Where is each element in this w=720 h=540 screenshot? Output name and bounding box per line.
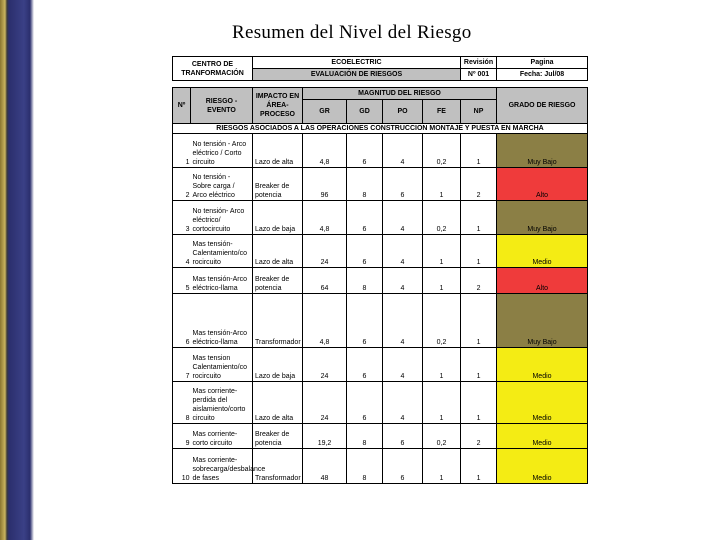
decorative-left-bar (0, 0, 34, 540)
row-number: 5 (173, 268, 191, 294)
magnitud-header: MAGNITUD DEL RIESGO (303, 88, 497, 100)
centro-label: CENTRO DE TRANFORMACIÓN (173, 57, 253, 81)
pagina-label: Pagina (497, 57, 588, 69)
row-evento: No tensión- Arco eléctrico/ cortocircuito (191, 201, 253, 235)
row-po: 4 (383, 201, 423, 235)
row-impacto: Lazo de baja (253, 348, 303, 382)
table-row (173, 268, 588, 294)
row-gd: 6 (347, 294, 383, 348)
row-evento: Mas tensión-Calentamiento/co rocircuito (191, 235, 253, 268)
row-evento: No tensión - Sobre carga / Arco eléctrico (191, 168, 253, 201)
row-fe: 1 (423, 348, 461, 382)
col-grado-header: GRADO DE RIESGO (497, 88, 588, 124)
col-n-header: Nº (173, 88, 191, 124)
company-name: ECOELECTRIC (253, 57, 461, 69)
row-evento: Mas tensión-Arco eléctrico-llama (191, 294, 253, 348)
row-number: 3 (173, 201, 191, 235)
row-evento: Mas tensión-Arco eléctrico-llama (191, 268, 253, 294)
col-impacto-header: IMPACTO EN ÁREA-PROCESO (253, 88, 303, 124)
row-evento: Mas corriente-corto circuito (191, 424, 253, 449)
row-gr: 96 (303, 168, 347, 201)
col-po-header: PO (383, 100, 423, 124)
col-np-header: NP (461, 100, 497, 124)
table-row (173, 449, 588, 484)
row-evento: Mas tension Calentamiento/co rocircuito (191, 348, 253, 382)
doc-date: Fecha: Jul/08 (497, 69, 588, 81)
row-grado: Muy Bajo (497, 201, 588, 235)
row-po: 4 (383, 235, 423, 268)
row-gd: 8 (347, 424, 383, 449)
row-impacto: Lazo de baja (253, 201, 303, 235)
revision-label: Revisión (461, 57, 497, 69)
row-grado: Medio (497, 348, 588, 382)
row-grado: Medio (497, 449, 588, 484)
row-grado: Medio (497, 235, 588, 268)
row-gr: 24 (303, 382, 347, 424)
row-fe: 1 (423, 235, 461, 268)
row-po: 6 (383, 168, 423, 201)
row-np: 2 (461, 168, 497, 201)
row-gr: 64 (303, 268, 347, 294)
row-gr: 4,8 (303, 201, 347, 235)
row-number: 2 (173, 168, 191, 201)
table-row (173, 201, 588, 235)
table-row (173, 235, 588, 268)
slide-title: Resumen del Nivel del Riesgo (232, 22, 472, 43)
row-fe: 0,2 (423, 424, 461, 449)
row-number: 1 (173, 134, 191, 168)
col-fe-header: FE (423, 100, 461, 124)
row-evento: Mas corriente-perdida del aislamiento/corto circuito (191, 382, 253, 424)
row-number: 4 (173, 235, 191, 268)
row-impacto: Breaker de potencia (253, 168, 303, 201)
col-gr-header: GR (303, 100, 347, 124)
row-gd: 6 (347, 201, 383, 235)
doc-title: EVALUACIÓN DE RIESGOS (253, 69, 461, 81)
row-impacto: Transformador (253, 449, 303, 484)
row-number: 8 (173, 382, 191, 424)
row-gd: 8 (347, 449, 383, 484)
row-impacto: Breaker de potencia (253, 424, 303, 449)
row-number: 9 (173, 424, 191, 449)
row-np: 1 (461, 382, 497, 424)
row-impacto: Transformador (253, 294, 303, 348)
row-np: 2 (461, 268, 497, 294)
row-po: 4 (383, 382, 423, 424)
row-np: 1 (461, 235, 497, 268)
row-np: 1 (461, 348, 497, 382)
row-fe: 0,2 (423, 201, 461, 235)
row-grado: Muy Bajo (497, 294, 588, 348)
row-evento: Mas corriente-sobrecarga/desbalance de fases (191, 449, 253, 484)
row-number: 7 (173, 348, 191, 382)
row-fe: 1 (423, 268, 461, 294)
row-gr: 24 (303, 348, 347, 382)
row-gd: 8 (347, 168, 383, 201)
row-gr: 48 (303, 449, 347, 484)
row-fe: 1 (423, 382, 461, 424)
row-gr: 24 (303, 235, 347, 268)
row-np: 1 (461, 294, 497, 348)
row-grado: Alto (497, 168, 588, 201)
row-fe: 1 (423, 168, 461, 201)
row-po: 6 (383, 449, 423, 484)
row-gr: 4,8 (303, 294, 347, 348)
row-np: 1 (461, 449, 497, 484)
table-row (173, 382, 588, 424)
table-row (173, 294, 588, 348)
row-np: 1 (461, 201, 497, 235)
risk-summary-table (172, 56, 588, 484)
row-number: 10 (173, 449, 191, 484)
row-gd: 6 (347, 348, 383, 382)
section-title: RIESGOS ASOCIADOS A LAS OPERACIONES CONSTRUCCION MONTAJE Y PUESTA EN MARCHA (173, 124, 588, 134)
row-gd: 6 (347, 134, 383, 168)
row-impacto: Lazo de alta (253, 382, 303, 424)
row-po: 4 (383, 134, 423, 168)
table-row (173, 134, 588, 168)
row-gd: 8 (347, 268, 383, 294)
row-impacto: Breaker de potencia (253, 268, 303, 294)
table-row (173, 348, 588, 382)
row-po: 4 (383, 268, 423, 294)
row-evento: No tensión - Arco eléctrico / Corto circuito (191, 134, 253, 168)
row-grado: Muy Bajo (497, 134, 588, 168)
table-row (173, 424, 588, 449)
risk-rows (173, 134, 588, 484)
row-gd: 6 (347, 235, 383, 268)
row-gd: 6 (347, 382, 383, 424)
row-np: 2 (461, 424, 497, 449)
row-grado: Medio (497, 424, 588, 449)
row-po: 6 (383, 424, 423, 449)
row-gr: 4,8 (303, 134, 347, 168)
row-po: 4 (383, 348, 423, 382)
row-gr: 19,2 (303, 424, 347, 449)
row-fe: 1 (423, 449, 461, 484)
row-np: 1 (461, 134, 497, 168)
doc-number: Nº 001 (461, 69, 497, 81)
col-gd-header: GD (347, 100, 383, 124)
col-riesgo-header: RIESGO - EVENTO (191, 88, 253, 124)
row-grado: Alto (497, 268, 588, 294)
row-impacto: Lazo de alta (253, 134, 303, 168)
row-fe: 0,2 (423, 294, 461, 348)
row-po: 4 (383, 294, 423, 348)
table-row (173, 168, 588, 201)
row-fe: 0,2 (423, 134, 461, 168)
row-number: 6 (173, 294, 191, 348)
row-grado: Medio (497, 382, 588, 424)
row-impacto: Lazo de alta (253, 235, 303, 268)
